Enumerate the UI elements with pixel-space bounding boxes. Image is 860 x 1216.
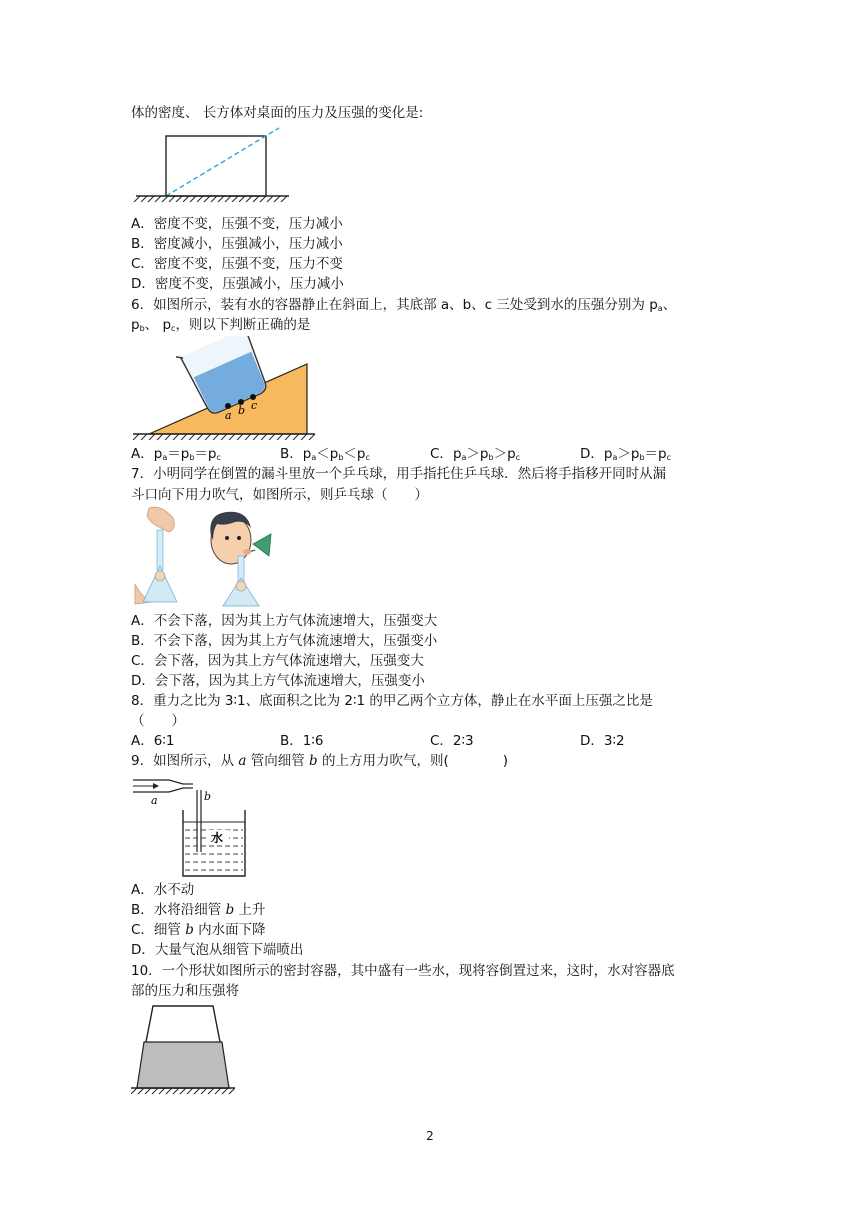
q8-stem-line1: 8．重力之比为 3∶1、底面积之比为 2∶1 的甲乙两个立方体，静止在水平面上压强之比是 — [131, 693, 653, 709]
intro-line: 体的密度、 长方体对桌面的压力及压强的变化是: — [131, 105, 424, 121]
q6-stem-line1: 6．如图所示，装有水的容器静止在斜面上，其底部 a、b、c 三处受到水的压强分别为 $p_a$、 — [131, 297, 677, 313]
q7-option-a: A．不会下落，因为其上方气体流速增大，压强变大 — [131, 613, 438, 629]
q5-option-d: D．密度不变，压强减小，压力减小 — [131, 276, 344, 292]
q7-stem-line1: 7．小明同学在倒置的漏斗里放一个乒乓球，用手指托住乒乓球．然后将手指移开同时从漏 — [131, 466, 667, 482]
q9-option-b: B．水将沿细管 b 上升 — [131, 902, 266, 918]
q7-option-b: B．不会下落，因为其上方气体流速增大，压强变小 — [131, 633, 438, 649]
q10-stem-line1: 10．一个形状如图所示的密封容器，其中盛有一些水，现将容倒置过来，这时，水对容器底 — [131, 963, 675, 979]
q6-label-b: b — [238, 404, 246, 417]
q6-label-c: c — [251, 399, 258, 412]
q9-stem: 9．如图所示，从 a 管向细管 b 的上方用力吹气，则( ) — [131, 753, 509, 769]
q9-label-water: 水 — [211, 831, 224, 845]
q10-stem-line2: 部的压力和压强将 — [131, 983, 239, 999]
q5-option-c: C．密度不变，压强不变，压力不变 — [131, 256, 343, 272]
q9-option-c: C．细管 b 内水面下降 — [131, 922, 266, 938]
q9-label-a: a — [151, 794, 158, 807]
q6-option-a: A．$p_a=p_b=p_c$ — [131, 446, 221, 462]
q9-figure — [131, 772, 251, 880]
q7-option-d: D．会下落，因为其上方气体流速增大，压强变小 — [131, 673, 425, 689]
q6-stem-line2: $p_b$、 $p_c$，则以下判断正确的是 — [131, 317, 311, 333]
q6-option-b: B．$p_a<p_b<p_c$ — [280, 446, 370, 462]
q7-stem-line2: 斗口向下用力吹气，如图所示，则乒乓球（ ） — [131, 487, 428, 503]
q8-option-d: D．3∶2 — [580, 733, 625, 749]
q6-option-c: C．$p_a>p_b>p_c$ — [430, 446, 521, 462]
q9-label-b: b — [204, 790, 212, 803]
q8-option-a: A．6∶1 — [131, 733, 175, 749]
q8-option-b: B．1∶6 — [280, 733, 324, 749]
q7-option-c: C．会下落，因为其上方气体流速增大，压强变大 — [131, 653, 424, 669]
q6-option-d: D．$p_a>p_b=p_c$ — [580, 446, 672, 462]
q9-option-a: A．水不动 — [131, 882, 195, 898]
q9-option-d: D．大量气泡从细管下端喷出 — [131, 942, 304, 958]
q6-figure — [131, 336, 316, 442]
q8-stem-line2: （ ） — [131, 713, 185, 729]
q8-option-c: C．2∶3 — [430, 733, 474, 749]
q7-figure — [131, 506, 291, 610]
q5-option-b: B．密度减小，压强减小，压力减小 — [131, 236, 343, 252]
q10-figure — [131, 1002, 235, 1102]
page-number: 2 — [426, 1129, 434, 1143]
q5-figure — [131, 126, 291, 202]
q5-option-a: A．密度不变，压强不变，压力减小 — [131, 216, 343, 232]
q6-label-a: a — [225, 409, 232, 422]
